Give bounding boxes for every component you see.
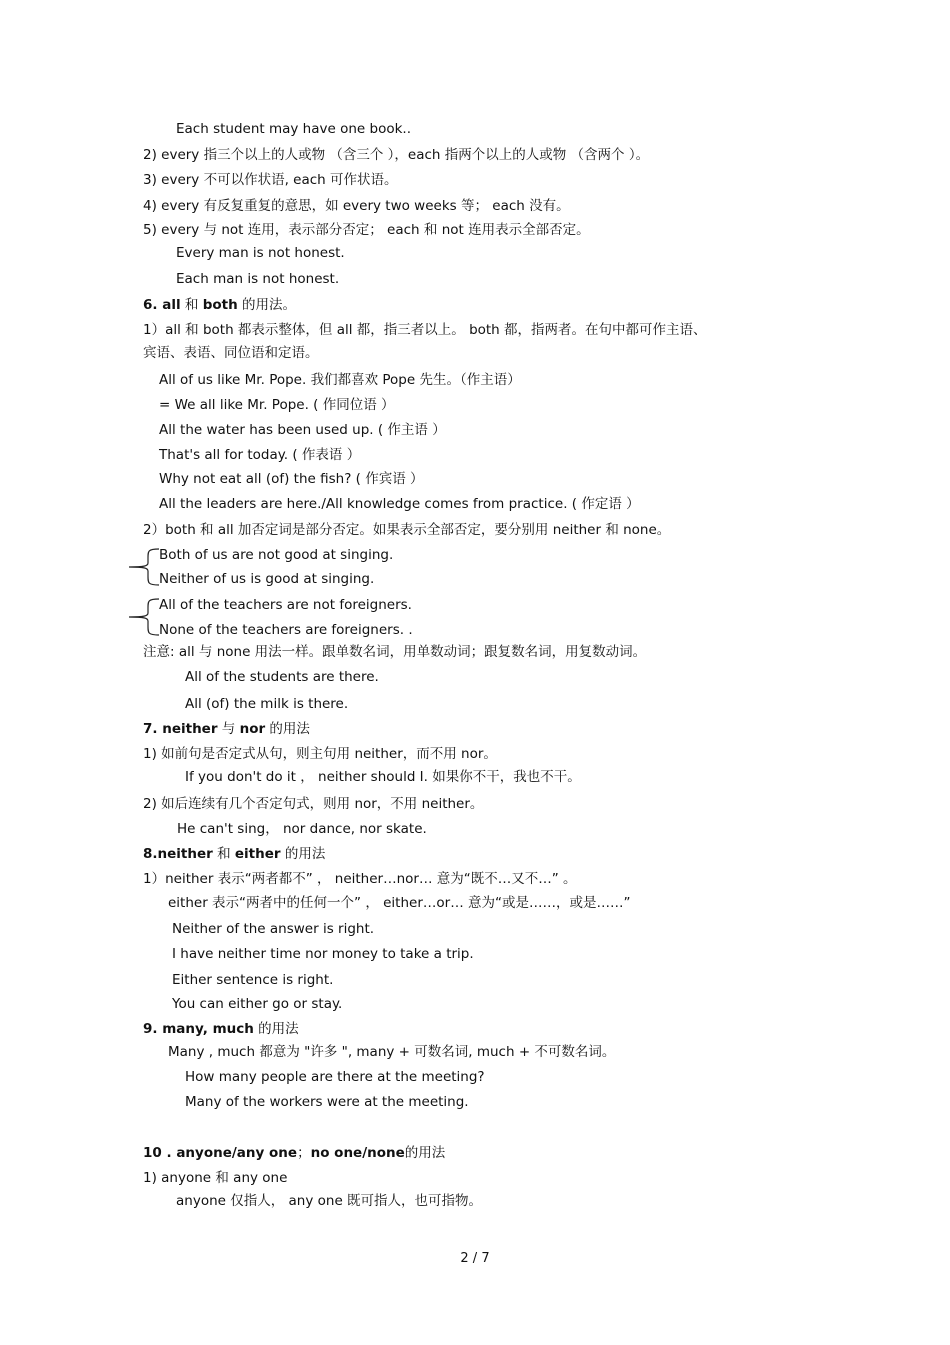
- text-line: All the leaders are here./All knowledge comes from practice. ( 作定语 ）: [159, 496, 640, 512]
- text-line: 宾语、表语、同位语和定语。: [143, 345, 319, 361]
- text-line: 5) every 与 not 连用，表示部分否定； each 和 not 连用表示全部否定。: [143, 222, 590, 238]
- text-line: 1）neither 表示“两者都不” ， neither…nor… 意为“既不…又不…” 。: [143, 871, 577, 887]
- heading-bold: nor: [239, 721, 266, 737]
- text-line: You can either go or stay.: [172, 996, 343, 1012]
- text-line: Neither of the answer is right.: [172, 921, 375, 937]
- brace-icon: [126, 546, 162, 588]
- heading-bold: 8.neither: [143, 846, 213, 862]
- text-line: All of us like Mr. Pope. 我们都喜欢 Pope 先生。（作主语）: [159, 372, 521, 388]
- text-line: 4) every 有反复重复的意思，如 every two weeks 等； each 没有。: [143, 198, 570, 214]
- section-heading-9: [143, 1020, 299, 1038]
- text-line: 3) every 不可以作状语, each 可作状语。: [143, 172, 398, 188]
- text-line: 1）all 和 both 都表示整体，但 all 都，指三者以上。 both 都，指两者。在句中都可作主语、: [143, 322, 707, 338]
- heading-bold: 7. neither: [143, 721, 218, 737]
- text-line: None of the teachers are foreigners. .: [159, 622, 413, 638]
- text-line: 注意: all 与 none 用法一样。跟单数名词，用单数动词；跟复数名词，用复数动词。: [143, 644, 647, 660]
- text-line: 2) every 指三个以上的人或物 （含三个 ），each 指两个以上的人或物 （含两个 ）。: [143, 147, 650, 163]
- heading-bold: both: [202, 297, 238, 313]
- text-line: I have neither time nor money to take a trip.: [172, 946, 474, 962]
- heading-text: 和: [180, 297, 203, 313]
- heading-text: 和: [212, 846, 235, 862]
- text-line: Neither of us is good at singing.: [159, 571, 375, 587]
- section-heading-6: [143, 296, 296, 314]
- heading-text: 的用法: [280, 846, 326, 862]
- heading-bold: 9. many, much: [143, 1021, 254, 1037]
- text-line: All the water has been used up. ( 作主语 ）: [159, 422, 446, 438]
- section-heading-10: [143, 1144, 445, 1162]
- text-line: If you don't do it ， neither should I. 如果你不干，我也不干。: [185, 769, 581, 785]
- text-line: 1) anyone 和 any one: [143, 1170, 288, 1186]
- heading-bold: no one/none: [310, 1145, 405, 1161]
- text-line: Many , much 都意为 "许多 ", many + 可数名词, much + 不可数名词。: [168, 1044, 616, 1060]
- heading-text: 的用法: [404, 1145, 446, 1161]
- text-line: = We all like Mr. Pope. ( 作同位语 ）: [159, 397, 395, 413]
- heading-text: 的用法。: [237, 297, 296, 313]
- text-line: 2) 如后连续有几个否定句式，则用 nor，不用 neither。: [143, 796, 484, 812]
- heading-bold: 10 . anyone/any one: [143, 1145, 298, 1161]
- text-line: Many of the workers were at the meeting.: [185, 1094, 469, 1110]
- section-heading-7: [143, 720, 310, 738]
- page-number: 2 / 7: [460, 1251, 490, 1266]
- heading-bold: 6. all: [143, 297, 181, 313]
- text-line: Either sentence is right.: [172, 972, 334, 988]
- text-line: 1) 如前句是否定式从句，则主句用 neither，而不用 nor。: [143, 746, 497, 762]
- text-line: either 表示“两者中的任何一个” ， either…or… 意为“或是……，或是……”: [168, 895, 631, 911]
- heading-text: 的用法: [265, 721, 310, 737]
- text-line: All (of) the milk is there.: [185, 696, 349, 712]
- text-line: Both of us are not good at singing.: [159, 547, 394, 563]
- text-line: Why not eat all (of) the fish? ( 作宾语 ）: [159, 471, 424, 487]
- heading-bold: either: [234, 846, 281, 862]
- heading-text: ；: [297, 1145, 311, 1161]
- text-line: All of the teachers are not foreigners.: [159, 597, 412, 613]
- text-line: How many people are there at the meeting?: [185, 1069, 485, 1085]
- text-line: That's all for today. ( 作表语 ）: [159, 447, 361, 463]
- text-line: anyone 仅指人， any one 既可指人，也可指物。: [176, 1193, 483, 1209]
- heading-text: 的用法: [253, 1021, 299, 1037]
- heading-text: 与: [217, 721, 240, 737]
- text-line: He can't sing， nor dance, nor skate.: [177, 821, 427, 837]
- text-line: All of the students are there.: [185, 669, 379, 685]
- text-line: Every man is not honest.: [176, 245, 345, 261]
- text-line: Each student may have one book..: [176, 121, 411, 137]
- text-line: Each man is not honest.: [176, 271, 340, 287]
- text-line: 2）both 和 all 加否定词是部分否定。如果表示全部否定，要分别用 neither 和 none。: [143, 522, 671, 538]
- section-heading-8: [143, 845, 325, 863]
- brace-icon: [126, 596, 162, 638]
